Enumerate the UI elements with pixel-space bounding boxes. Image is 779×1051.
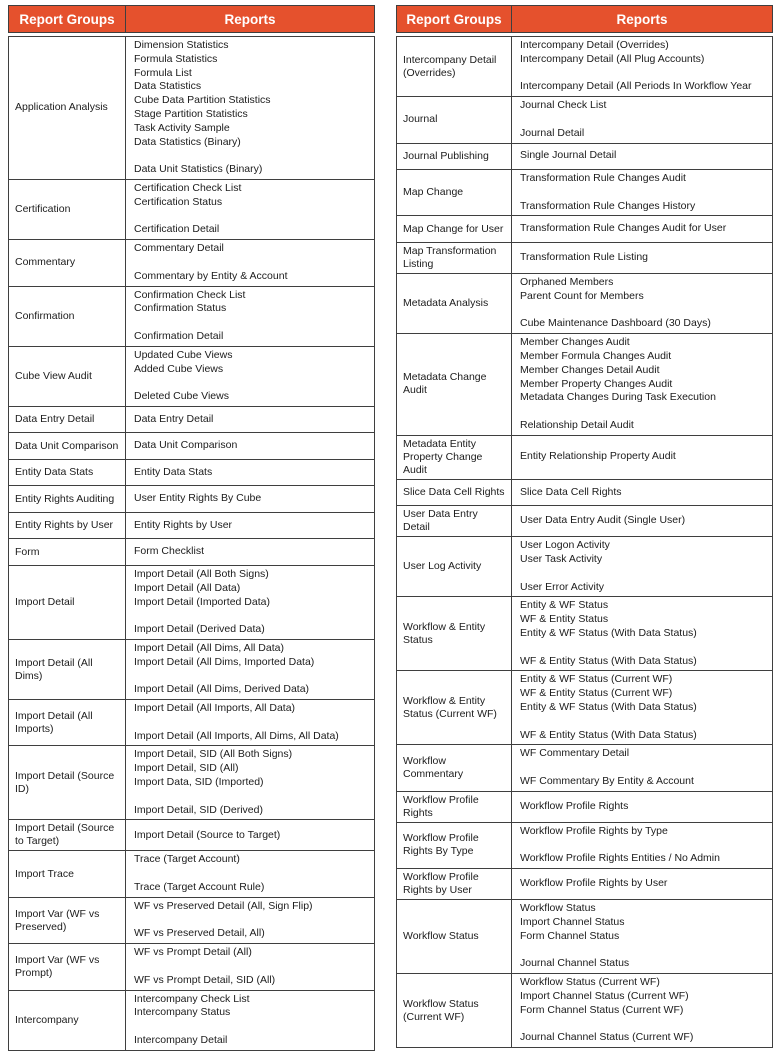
report-item: Transformation Rule Changes Audit for User: [520, 222, 727, 235]
report-item: WF & Entity Status (With Data Status): [520, 654, 697, 667]
report-item: Formula List: [134, 66, 192, 79]
report-item: Entity Data Stats: [134, 465, 213, 478]
report-item: Import Detail (All Dims, Derived Data): [134, 683, 310, 696]
report-group-name: Entity Rights Auditing: [9, 486, 126, 512]
report-item: Workflow Status: [520, 902, 596, 915]
report-item: Import Detail (All Imports, All Dims, All Data): [134, 729, 339, 742]
report-group-name: User Data Entry Detail: [397, 506, 512, 536]
report-group-name: Workflow & Entity Status: [397, 597, 512, 670]
report-item: Orphaned Members: [520, 275, 614, 288]
report-item: Formula Statistics: [134, 52, 218, 65]
table-row: [397, 670, 772, 744]
report-item: Journal Detail: [520, 126, 585, 139]
blank-line: [520, 67, 770, 81]
report-item: Cube Data Partition Statistics: [134, 94, 271, 107]
table-row: [9, 990, 374, 1050]
report-item: Task Activity Sample: [134, 121, 230, 134]
report-item: Data Unit Comparison: [134, 439, 238, 452]
report-item: Import Detail, SID (All): [134, 762, 239, 775]
report-list: [512, 597, 772, 670]
table-row: [397, 143, 772, 170]
table-row: [9, 639, 374, 699]
report-group-name: Workflow Profile Rights By Type: [397, 823, 512, 868]
blank-line: [134, 716, 372, 730]
report-list: [126, 539, 374, 565]
report-list: [512, 671, 772, 744]
report-item: Entity & WF Status (Current WF): [520, 673, 673, 686]
report-item: Import Detail (Source to Target): [134, 828, 281, 841]
blank-line: [134, 149, 372, 163]
report-group-name: Metadata Entity Property Change Audit: [397, 436, 512, 479]
report-list: [126, 991, 374, 1050]
table-row: [9, 239, 374, 285]
report-list: [512, 216, 772, 242]
report-item: Form Channel Status (Current WF): [520, 1003, 684, 1016]
blank-line: [520, 405, 770, 419]
report-item: Import Detail (All Both Signs): [134, 567, 269, 580]
report-item: Entity & WF Status (With Data Status): [520, 627, 697, 640]
report-group-name: Import Var (WF vs Preserved): [9, 898, 126, 943]
report-group-name: Commentary: [9, 240, 126, 285]
report-item: Member Property Changes Audit: [520, 377, 673, 390]
report-list: [512, 274, 772, 333]
report-list: [512, 974, 772, 1047]
report-list: [512, 37, 772, 96]
table-row: [397, 899, 772, 973]
report-list: [126, 851, 374, 896]
table-row: [397, 169, 772, 215]
table-row: [9, 943, 374, 989]
report-list: [126, 944, 374, 989]
report-group-name: Import Detail (All Imports): [9, 700, 126, 745]
report-item: Single Journal Detail: [520, 149, 617, 162]
report-list: [126, 640, 374, 699]
table-row: [9, 819, 374, 850]
report-item: Entity & WF Status: [520, 599, 609, 612]
table-row: [9, 538, 374, 565]
blank-line: [134, 609, 372, 623]
report-item: Trace (Target Account Rule): [134, 881, 265, 894]
report-item: Import Channel Status (Current WF): [520, 989, 689, 1002]
report-item: Transformation Rule Listing: [520, 251, 648, 264]
report-list: [512, 144, 772, 170]
report-item: Cube Maintenance Dashboard (30 Days): [520, 317, 711, 330]
report-item: Commentary Detail: [134, 242, 224, 255]
report-item: Intercompany Detail (All Periods In Workflow Year: [520, 80, 752, 93]
reports-column-header: Reports: [224, 11, 276, 27]
report-list: [126, 180, 374, 239]
report-groups-column-header: Report Groups: [397, 6, 512, 32]
report-group-name: Import Detail (Source to Target): [9, 820, 126, 850]
report-group-name: Import Var (WF vs Prompt): [9, 944, 126, 989]
report-list: [512, 869, 772, 899]
report-groups-column-header: Report Groups: [9, 6, 126, 32]
report-item: Workflow Profile Rights Entities / No Admin: [520, 852, 720, 865]
report-group-name: User Log Activity: [397, 537, 512, 596]
table-row: [9, 346, 374, 406]
report-item: Workflow Profile Rights: [520, 799, 629, 812]
report-item: Workflow Profile Rights by Type: [520, 824, 668, 837]
report-group-name: Intercompany: [9, 991, 126, 1050]
report-list: [126, 37, 374, 179]
report-list: [126, 433, 374, 459]
table-row: [397, 96, 772, 142]
blank-line: [134, 867, 372, 881]
report-group-name: Confirmation: [9, 287, 126, 346]
report-group-name: Workflow Commentary: [397, 745, 512, 790]
table-row: [397, 791, 772, 822]
table-row: [397, 744, 772, 790]
report-group-name: Import Detail (All Dims): [9, 640, 126, 699]
report-item: Parent Count for Members: [520, 289, 644, 302]
table-row: [9, 897, 374, 943]
blank-line: [134, 316, 372, 330]
table-row: [397, 973, 772, 1047]
table-row: [9, 37, 374, 179]
table-row: [9, 485, 374, 512]
report-groups-table-left: [8, 5, 375, 1051]
report-group-name: Workflow Status (Current WF): [397, 974, 512, 1047]
report-item: WF vs Prompt Detail (All): [134, 946, 252, 959]
blank-line: [520, 186, 770, 200]
report-item: Confirmation Check List: [134, 288, 246, 301]
report-item: Form Channel Status: [520, 929, 620, 942]
table-row: [397, 37, 772, 96]
report-list: [512, 823, 772, 868]
blank-line: [520, 113, 770, 127]
report-list: [512, 792, 772, 822]
report-group-name: Intercompany Detail (Overrides): [397, 37, 512, 96]
blank-line: [520, 944, 770, 958]
report-item: WF vs Preserved Detail, All): [134, 927, 265, 940]
report-list: [512, 506, 772, 536]
report-item: Import Detail (All Imports, All Data): [134, 702, 296, 715]
report-item: Import Detail, SID (Derived): [134, 803, 263, 816]
report-item: Member Changes Detail Audit: [520, 363, 660, 376]
report-item: Import Detail, SID (All Both Signs): [134, 748, 293, 761]
report-item: Workflow Status (Current WF): [520, 976, 660, 989]
report-item: Commentary by Entity & Account: [134, 269, 288, 282]
table-row: [9, 699, 374, 745]
report-item: Intercompany Check List: [134, 992, 250, 1005]
report-item: WF Commentary Detail: [520, 747, 630, 760]
reports-column-header: Reports: [616, 11, 668, 27]
table-row: [397, 596, 772, 670]
blank-line: [134, 960, 372, 974]
report-list: [126, 407, 374, 433]
blank-line: [520, 567, 770, 581]
table-row: [9, 512, 374, 539]
report-item: Dimension Statistics: [134, 39, 229, 51]
report-item: Stage Partition Statistics: [134, 107, 248, 120]
report-groups-table-right: [396, 5, 773, 1048]
report-item: Confirmation Status: [134, 302, 227, 315]
report-item: Updated Cube Views: [134, 348, 233, 361]
report-item: Journal Check List: [520, 99, 607, 112]
report-list: [126, 898, 374, 943]
report-group-name: Slice Data Cell Rights: [397, 480, 512, 506]
report-item: Intercompany Detail: [134, 1034, 228, 1047]
table-row: [9, 286, 374, 346]
report-list: [126, 240, 374, 285]
report-item: Added Cube Views: [134, 362, 224, 375]
table-header: [8, 5, 375, 33]
report-item: Deleted Cube Views: [134, 390, 229, 403]
report-list: [126, 486, 374, 512]
blank-line: [134, 914, 372, 928]
report-item: Intercompany Detail (Overrides): [520, 39, 669, 51]
report-group-name: Application Analysis: [9, 37, 126, 179]
report-item: Import Detail (All Dims, All Data): [134, 641, 284, 654]
report-group-name: Entity Data Stats: [9, 460, 126, 486]
blank-line: [134, 1020, 372, 1034]
report-item: Entity Relationship Property Audit: [520, 450, 676, 463]
report-item: Data Statistics: [134, 80, 202, 93]
table-row: [9, 565, 374, 639]
table-body: [8, 36, 375, 1051]
table-row: [9, 459, 374, 486]
report-item: WF & Entity Status (Current WF): [520, 687, 673, 700]
table-row: [397, 273, 772, 333]
report-group-name: Journal: [397, 97, 512, 142]
blank-line: [520, 761, 770, 775]
report-group-name: Entity Rights by User: [9, 513, 126, 539]
report-group-name: Map Change for User: [397, 216, 512, 242]
report-group-name: Map Change: [397, 170, 512, 215]
report-group-name: Import Trace: [9, 851, 126, 896]
report-item: WF & Entity Status: [520, 613, 609, 626]
report-item: Data Entry Detail: [134, 412, 214, 425]
report-item: WF vs Preserved Detail (All, Sign Flip): [134, 899, 313, 912]
report-item: WF & Entity Status (With Data Status): [520, 728, 697, 741]
blank-line: [134, 256, 372, 270]
report-item: Transformation Rule Changes History: [520, 199, 696, 212]
report-group-name: Import Detail (Source ID): [9, 746, 126, 819]
report-item: Import Detail (Imported Data): [134, 595, 270, 608]
report-item: Trace (Target Account): [134, 853, 240, 866]
report-group-name: Map Transformation Listing: [397, 243, 512, 273]
table-row: [9, 432, 374, 459]
table-body: [396, 36, 773, 1048]
report-list: [126, 820, 374, 850]
report-group-name: Data Unit Comparison: [9, 433, 126, 459]
report-item: Transformation Rule Changes Audit: [520, 172, 686, 185]
table-row: [397, 215, 772, 242]
report-item: Import Detail (All Dims, Imported Data): [134, 655, 315, 668]
report-list: [126, 347, 374, 406]
table-row: [397, 333, 772, 435]
table-row: [397, 505, 772, 536]
report-list: [126, 460, 374, 486]
report-item: Journal Channel Status (Current WF): [520, 1031, 694, 1044]
table-row: [9, 406, 374, 433]
report-item: Member Changes Audit: [520, 336, 630, 349]
report-group-name: Form: [9, 539, 126, 565]
table-row: [397, 242, 772, 273]
report-item: Confirmation Detail: [134, 329, 224, 342]
table-row: [9, 850, 374, 896]
report-group-name: Import Detail: [9, 566, 126, 639]
report-group-name: Certification: [9, 180, 126, 239]
report-item: User Task Activity: [520, 553, 603, 566]
report-item: Certification Status: [134, 195, 223, 208]
report-list: [512, 97, 772, 142]
table-row: [9, 745, 374, 819]
table-header: [396, 5, 773, 33]
report-list: [512, 170, 772, 215]
report-list: [126, 513, 374, 539]
table-row: [397, 479, 772, 506]
report-list: [512, 334, 772, 435]
report-item: Entity & WF Status (With Data Status): [520, 701, 697, 713]
report-item: Import Detail (All Data): [134, 581, 241, 594]
report-item: Member Formula Changes Audit: [520, 349, 672, 362]
report-group-name: Metadata Analysis: [397, 274, 512, 333]
report-item: Relationship Detail Audit: [520, 418, 634, 431]
report-item: Data Statistics (Binary): [134, 135, 241, 148]
report-list: [512, 537, 772, 596]
report-list: [512, 480, 772, 506]
table-row: [397, 822, 772, 868]
report-item: User Logon Activity: [520, 539, 610, 552]
report-item: Certification Detail: [134, 223, 220, 236]
report-item: WF vs Prompt Detail, SID (All): [134, 973, 276, 986]
report-group-name: Cube View Audit: [9, 347, 126, 406]
report-item: Import Data, SID (Imported): [134, 776, 264, 789]
table-row: [397, 536, 772, 596]
blank-line: [134, 210, 372, 224]
table-row: [397, 435, 772, 479]
report-list: [512, 243, 772, 273]
report-item: Import Detail (Derived Data): [134, 623, 265, 636]
report-item: Form Checklist: [134, 545, 205, 558]
blank-line: [520, 839, 770, 853]
blank-line: [520, 715, 770, 729]
report-list: [126, 746, 374, 819]
report-group-name: Workflow Profile Rights: [397, 792, 512, 822]
report-item: Data Unit Statistics (Binary): [134, 163, 263, 176]
report-list: [126, 566, 374, 639]
report-item: User Error Activity: [520, 580, 605, 593]
report-group-name: Workflow Profile Rights by User: [397, 869, 512, 899]
blank-line: [520, 304, 770, 318]
report-list: [512, 436, 772, 479]
table-row: [397, 868, 772, 899]
report-item: Slice Data Cell Rights: [520, 485, 622, 498]
blank-line: [134, 376, 372, 390]
report-list: [512, 745, 772, 790]
report-list: [126, 287, 374, 346]
report-item: Metadata Changes During Task Execution: [520, 391, 716, 404]
report-item: Intercompany Status: [134, 1006, 231, 1019]
blank-line: [134, 670, 372, 684]
report-list: [512, 900, 772, 973]
report-item: Certification Check List: [134, 181, 242, 194]
report-group-name: Journal Publishing: [397, 144, 512, 170]
report-item: Intercompany Detail (All Plug Accounts): [520, 52, 705, 65]
report-item: WF Commentary By Entity & Account: [520, 774, 694, 787]
report-item: User Entity Rights By Cube: [134, 492, 262, 505]
report-item: Journal Channel Status: [520, 957, 630, 970]
report-group-name: Metadata Change Audit: [397, 334, 512, 435]
report-group-name: Workflow & Entity Status (Current WF): [397, 671, 512, 744]
blank-line: [520, 1018, 770, 1032]
report-item: Entity Rights by User: [134, 518, 233, 531]
report-group-name: Workflow Status: [397, 900, 512, 973]
report-item: User Data Entry Audit (Single User): [520, 514, 686, 527]
blank-line: [520, 641, 770, 655]
report-list: [126, 700, 374, 745]
report-item: Workflow Profile Rights by User: [520, 877, 668, 890]
report-group-name: Data Entry Detail: [9, 407, 126, 433]
blank-line: [134, 790, 372, 804]
report-item: Import Channel Status: [520, 915, 625, 928]
table-row: [9, 179, 374, 239]
